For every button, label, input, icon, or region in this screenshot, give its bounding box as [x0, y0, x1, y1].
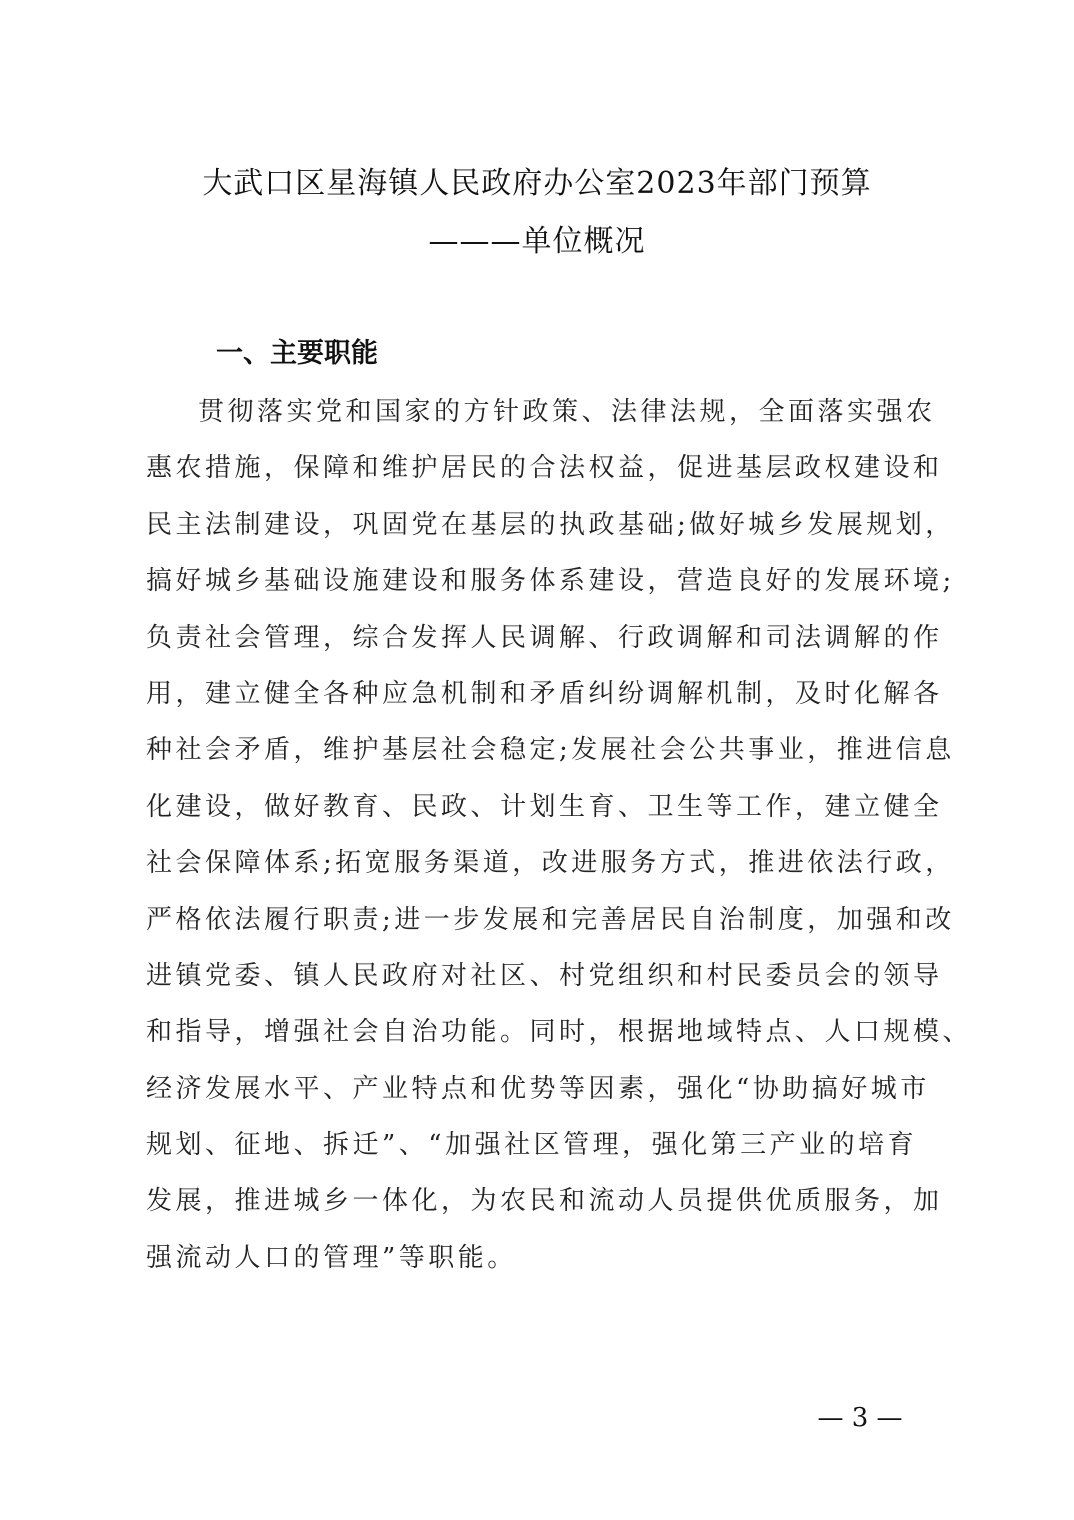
body-line: 严格依法履行职责;进一步发展和完善居民自治制度，加强和改	[146, 904, 955, 935]
body-line: 社会保障体系;拓宽服务渠道，改进服务方式，推进依法行政，	[146, 848, 955, 879]
body-line: 惠农措施，保障和维护居民的合法权益，促进基层政权建设和	[146, 453, 943, 484]
body-line: 民主法制建设，巩固党在基层的执政基础;做好城乡发展规划，	[146, 509, 955, 540]
body-line: 种社会矛盾，维护基层社会稳定;发展社会公共事业，推进信息	[146, 735, 955, 766]
body-line: 发展，推进城乡一体化，为农民和流动人员提供优质服务，加	[146, 1186, 943, 1217]
document-title: 大武口区星海镇人民政府办公室2023年部门预算	[202, 166, 872, 201]
body-line: 进镇党委、镇人民政府对社区、村党组织和村民委员会的领导	[146, 960, 943, 991]
section-heading: 一、主要职能	[216, 338, 378, 369]
body-line: 负责社会管理，综合发挥人民调解、行政调解和司法调解的作	[146, 622, 943, 653]
body-line: 和指导，增强社会自治功能。同时，根据地域特点、人口规模、	[146, 1017, 973, 1048]
body-paragraph	[146, 384, 973, 1286]
document-subtitle: ———单位概况	[428, 224, 646, 259]
page-number: — 3 —	[817, 1403, 903, 1433]
body-line: 贯彻落实党和国家的方针政策、法律法规，全面落实强农	[198, 397, 936, 427]
body-line: 规划、征地、拆迁”、“加强社区管理，强化第三产业的培育	[146, 1130, 918, 1161]
body-line: 强流动人口的管理”等职能。	[146, 1242, 517, 1273]
body-line: 经济发展水平、产业特点和优势等因素，强化“协助搞好城市	[146, 1073, 930, 1104]
body-line: 化建设，做好教育、民政、计划生育、卫生等工作，建立健全	[146, 791, 943, 822]
body-line: 用，建立健全各种应急机制和矛盾纠纷调解机制，及时化解各	[146, 678, 943, 709]
body-line: 搞好城乡基础设施建设和服务体系建设，营造良好的发展环境;	[146, 566, 955, 597]
